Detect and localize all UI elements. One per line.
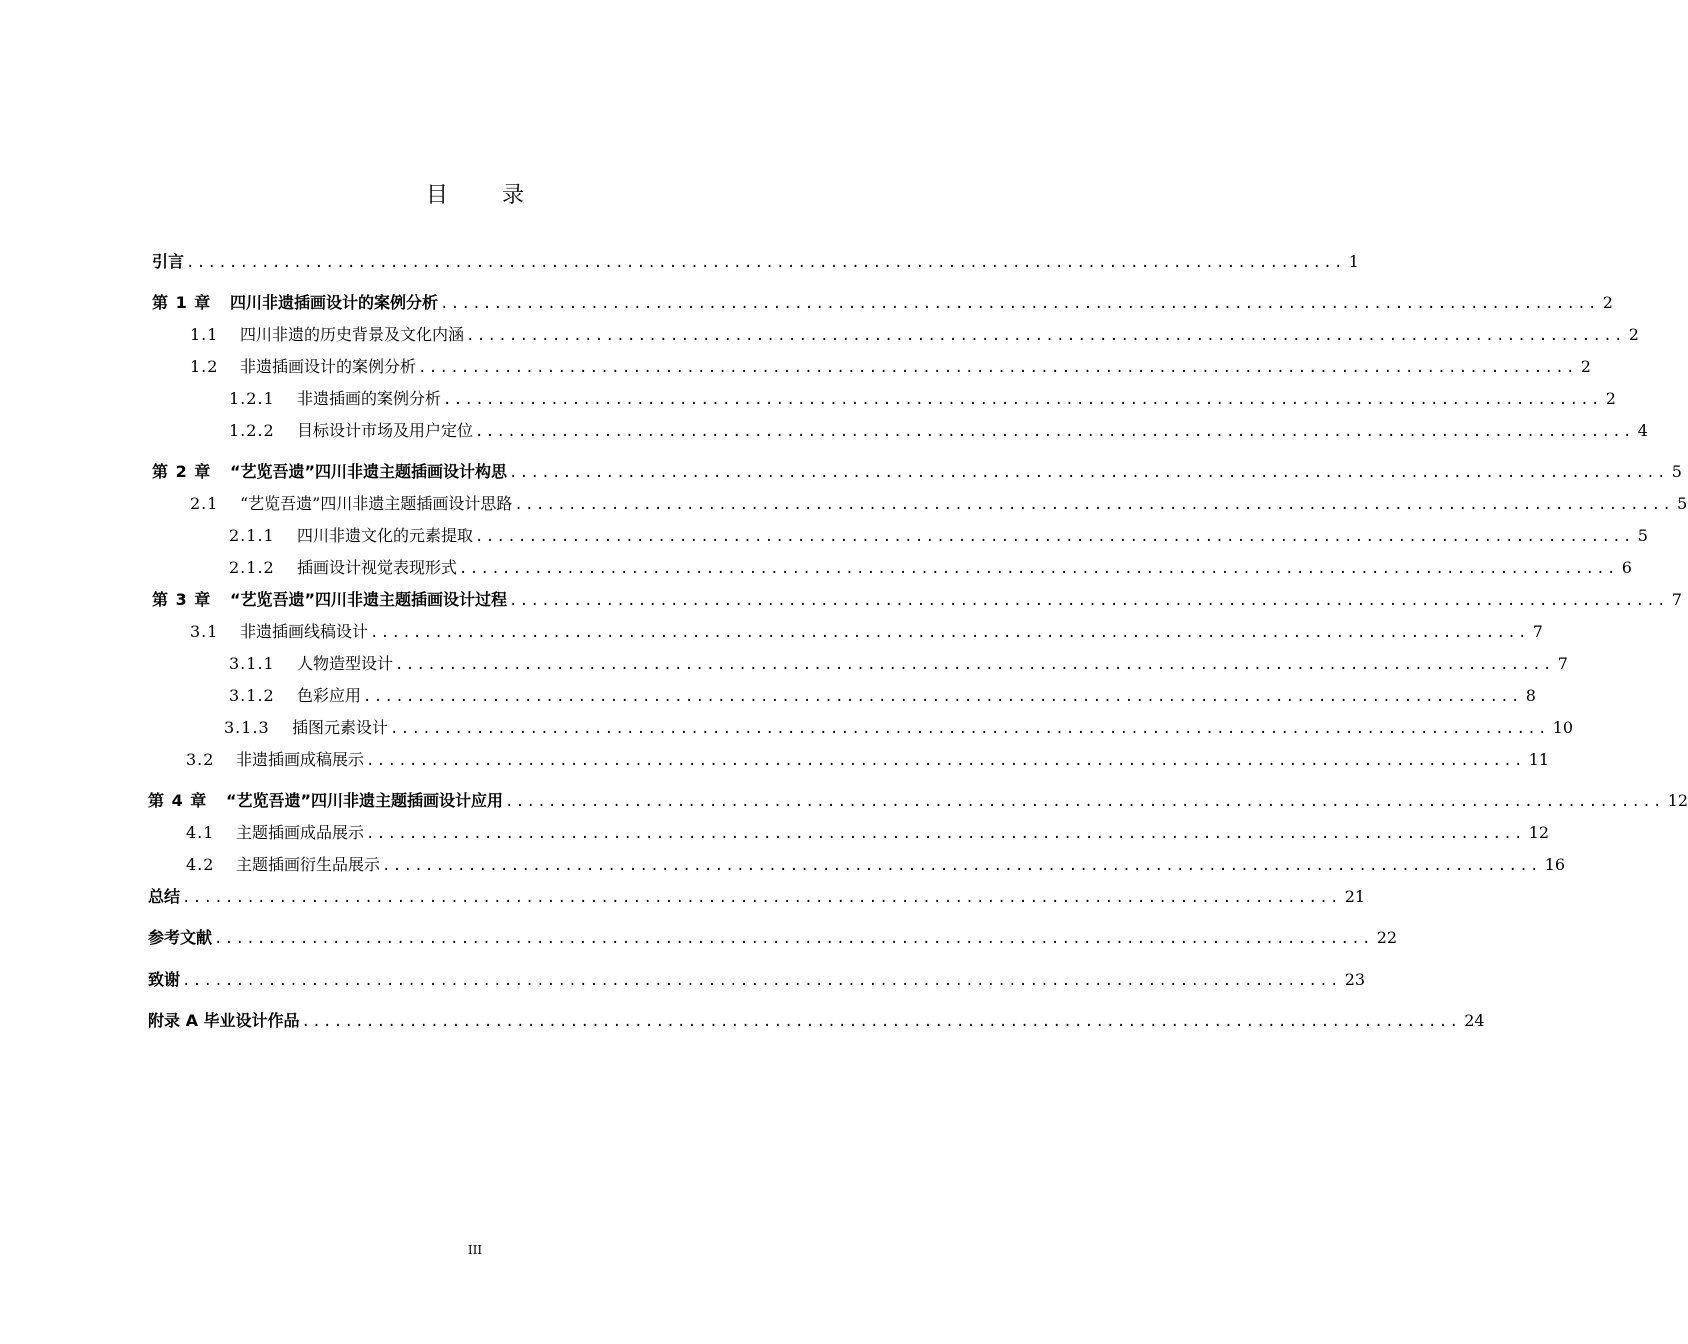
toc-entry-section-1-2-1[interactable] [229, 386, 1616, 412]
toc-entry-label: 致谢 [148, 970, 181, 989]
toc-entry-label: “艺览吾遗”四川非遗主题插画设计过程 [230, 590, 508, 609]
toc-entry-label: 主题插画衍生品展示 [236, 855, 381, 874]
toc-entry-page: 23 [1344, 970, 1366, 989]
toc-entry-label: 人物造型设计 [297, 654, 394, 673]
toc-entry-page: 7 [1671, 590, 1682, 609]
toc-entry-appendix-a[interactable] [148, 1008, 1485, 1034]
toc-entry-section-3-1-3[interactable] [224, 715, 1574, 741]
toc-leader: ............................................................................................................ [443, 392, 1602, 408]
toc-entry-label: 色彩应用 [297, 686, 362, 705]
toc-entry-section-1-2[interactable] [190, 354, 1591, 380]
toc-entry-section-2-1-1[interactable] [229, 523, 1648, 549]
toc-leader: ............................................................................................................ [301, 1014, 1461, 1030]
toc-entry-chapter-1[interactable] [152, 290, 1613, 316]
toc-entry-chapter-3[interactable] [152, 587, 1682, 613]
toc-leader: ............................................................................................................ [395, 657, 1554, 673]
toc-leader: ............................................................................................................ [363, 689, 1522, 705]
toc-entry-section-1-1[interactable] [190, 322, 1639, 348]
toc-entry-page: 11 [1528, 750, 1550, 769]
toc-entry-section-2-1-2[interactable] [229, 555, 1632, 581]
toc-entry-page: 21 [1344, 887, 1366, 906]
toc-leader: ............................................................................................................ [370, 625, 1529, 641]
toc-leader: ............................................................................................................ [382, 858, 1541, 874]
toc-entry-label: 非遗插画设计的案例分析 [240, 357, 417, 376]
toc-leader: ............................................................................................................ [366, 826, 1525, 842]
toc-entry-conclusion[interactable] [148, 884, 1366, 910]
toc-leader: ............................................................................................................ [390, 721, 1549, 737]
toc-entry-introduction[interactable] [152, 249, 1359, 275]
toc-entry-section-3-1[interactable] [190, 619, 1543, 645]
toc-entry-number: 4.1 [186, 823, 215, 842]
toc-entry-label: 插画设计视觉表现形式 [297, 558, 458, 577]
toc-entry-page: 7 [1557, 654, 1568, 673]
toc-entry-page: 2 [1605, 389, 1616, 408]
toc-leader: ............................................................................................................ [182, 890, 1341, 906]
toc-entry-page: 5 [1637, 526, 1648, 545]
toc-leader: ............................................................................................................ [459, 561, 1618, 577]
toc-entry-page: 5 [1677, 494, 1688, 513]
toc-entry-page: 10 [1552, 718, 1574, 737]
toc-leader: ............................................................................................................ [466, 328, 1625, 344]
toc-entry-label: 四川非遗插画设计的案例分析 [230, 293, 439, 312]
toc-leader: ............................................................................................................ [505, 794, 1664, 810]
toc-entry-page: 7 [1532, 622, 1543, 641]
toc-entry-number: 第 1 章 [152, 293, 212, 312]
toc-entry-page: 16 [1544, 855, 1566, 874]
toc-entry-number: 1.2 [190, 357, 219, 376]
toc-entry-number: 2.1.2 [229, 558, 275, 577]
toc-entry-label: 总结 [148, 887, 181, 906]
toc-entry-chapter-4[interactable] [148, 788, 1688, 814]
toc-entry-label: 非遗插画的案例分析 [297, 389, 442, 408]
toc-entry-number: 2.1.1 [229, 526, 275, 545]
toc-entry-number: 2.1 [190, 494, 219, 513]
toc-leader: ............................................................................................................ [509, 465, 1668, 481]
toc-entry-page: 2 [1602, 293, 1613, 312]
toc-entry-page: 12 [1528, 823, 1550, 842]
toc-entry-label: “艺览吾遗”四川非遗主题插画设计构思 [230, 462, 508, 481]
toc-entry-number: 第 3 章 [152, 590, 212, 609]
toc-entry-page: 4 [1637, 421, 1648, 440]
toc-entry-section-3-2[interactable] [186, 747, 1550, 773]
toc-entry-references[interactable] [148, 925, 1398, 951]
toc-entry-page: 5 [1671, 462, 1682, 481]
toc-entry-section-2-1[interactable] [190, 491, 1688, 517]
toc-entry-acknowledgements[interactable] [148, 967, 1366, 993]
toc-entry-label: 非遗插画线稿设计 [240, 622, 369, 641]
toc-entry-page: 6 [1621, 558, 1632, 577]
toc-entry-chapter-2[interactable] [152, 459, 1682, 485]
toc-entry-label: 四川非遗文化的元素提取 [297, 526, 474, 545]
toc-leader: ............................................................................................................ [475, 529, 1634, 545]
toc-title-char-1: 目 [425, 183, 448, 208]
toc-entry-page: 22 [1376, 928, 1398, 947]
toc-entry-number: 1.2.1 [229, 389, 275, 408]
toc-entry-page: 2 [1580, 357, 1591, 376]
toc-entry-number: 1.1 [190, 325, 219, 344]
toc-entry-page: 8 [1525, 686, 1536, 705]
toc-entry-number: 1.2.2 [229, 421, 275, 440]
toc-entry-number: 第 2 章 [152, 462, 212, 481]
toc-entry-section-4-1[interactable] [186, 820, 1550, 846]
toc-entry-number: 3.1.1 [229, 654, 275, 673]
toc-entry-label: 引言 [152, 252, 185, 271]
toc-entry-section-3-1-1[interactable] [229, 651, 1568, 677]
toc-entry-number: 3.1 [190, 622, 219, 641]
toc-title-char-2: 录 [502, 183, 525, 208]
toc-entry-number: 3.1.2 [229, 686, 275, 705]
toc-leader: ............................................................................................................ [418, 360, 1577, 376]
toc-leader: ............................................................................................................ [214, 931, 1373, 947]
toc-entry-label: 主题插画成品展示 [236, 823, 365, 842]
page-number-footer: III [467, 1243, 483, 1257]
toc-entry-label: 非遗插画成稿展示 [236, 750, 365, 769]
toc-entry-label: “艺览吾遗”四川非遗主题插画设计应用 [226, 791, 504, 810]
toc-leader: ............................................................................................................ [186, 255, 1345, 271]
toc-leader: ............................................................................................................ [440, 296, 1599, 312]
toc-entry-section-1-2-2[interactable] [229, 418, 1648, 444]
toc-entry-label: 目标设计市场及用户定位 [297, 421, 474, 440]
toc-entry-number: 4.2 [186, 855, 215, 874]
toc-entry-section-3-1-2[interactable] [229, 683, 1536, 709]
toc-entry-label: 四川非遗的历史背景及文化内涵 [240, 325, 465, 344]
toc-leader: ............................................................................................................ [509, 593, 1668, 609]
toc-entry-page: 1 [1348, 252, 1359, 271]
toc-entry-page: 12 [1667, 791, 1688, 810]
toc-leader: ............................................................................................................ [366, 753, 1525, 769]
toc-leader: ............................................................................................................ [182, 973, 1341, 989]
toc-entry-number: 3.1.3 [224, 718, 270, 737]
toc-entry-page: 24 [1464, 1011, 1485, 1030]
toc-entry-number: 第 4 章 [148, 791, 208, 810]
toc-entry-label: “艺览吾遗”四川非遗主题插画设计思路 [240, 494, 513, 513]
toc-entry-label: 参考文献 [148, 928, 213, 947]
toc-entry-section-4-2[interactable] [186, 852, 1566, 878]
toc-entry-label: 附录 A 毕业设计作品 [148, 1011, 300, 1030]
toc-entry-number: 3.2 [186, 750, 215, 769]
toc-entry-page: 2 [1628, 325, 1639, 344]
toc-leader: ............................................................................................................ [475, 424, 1634, 440]
toc-leader: ............................................................................................................ [514, 497, 1674, 513]
toc-entry-label: 插图元素设计 [292, 718, 389, 737]
